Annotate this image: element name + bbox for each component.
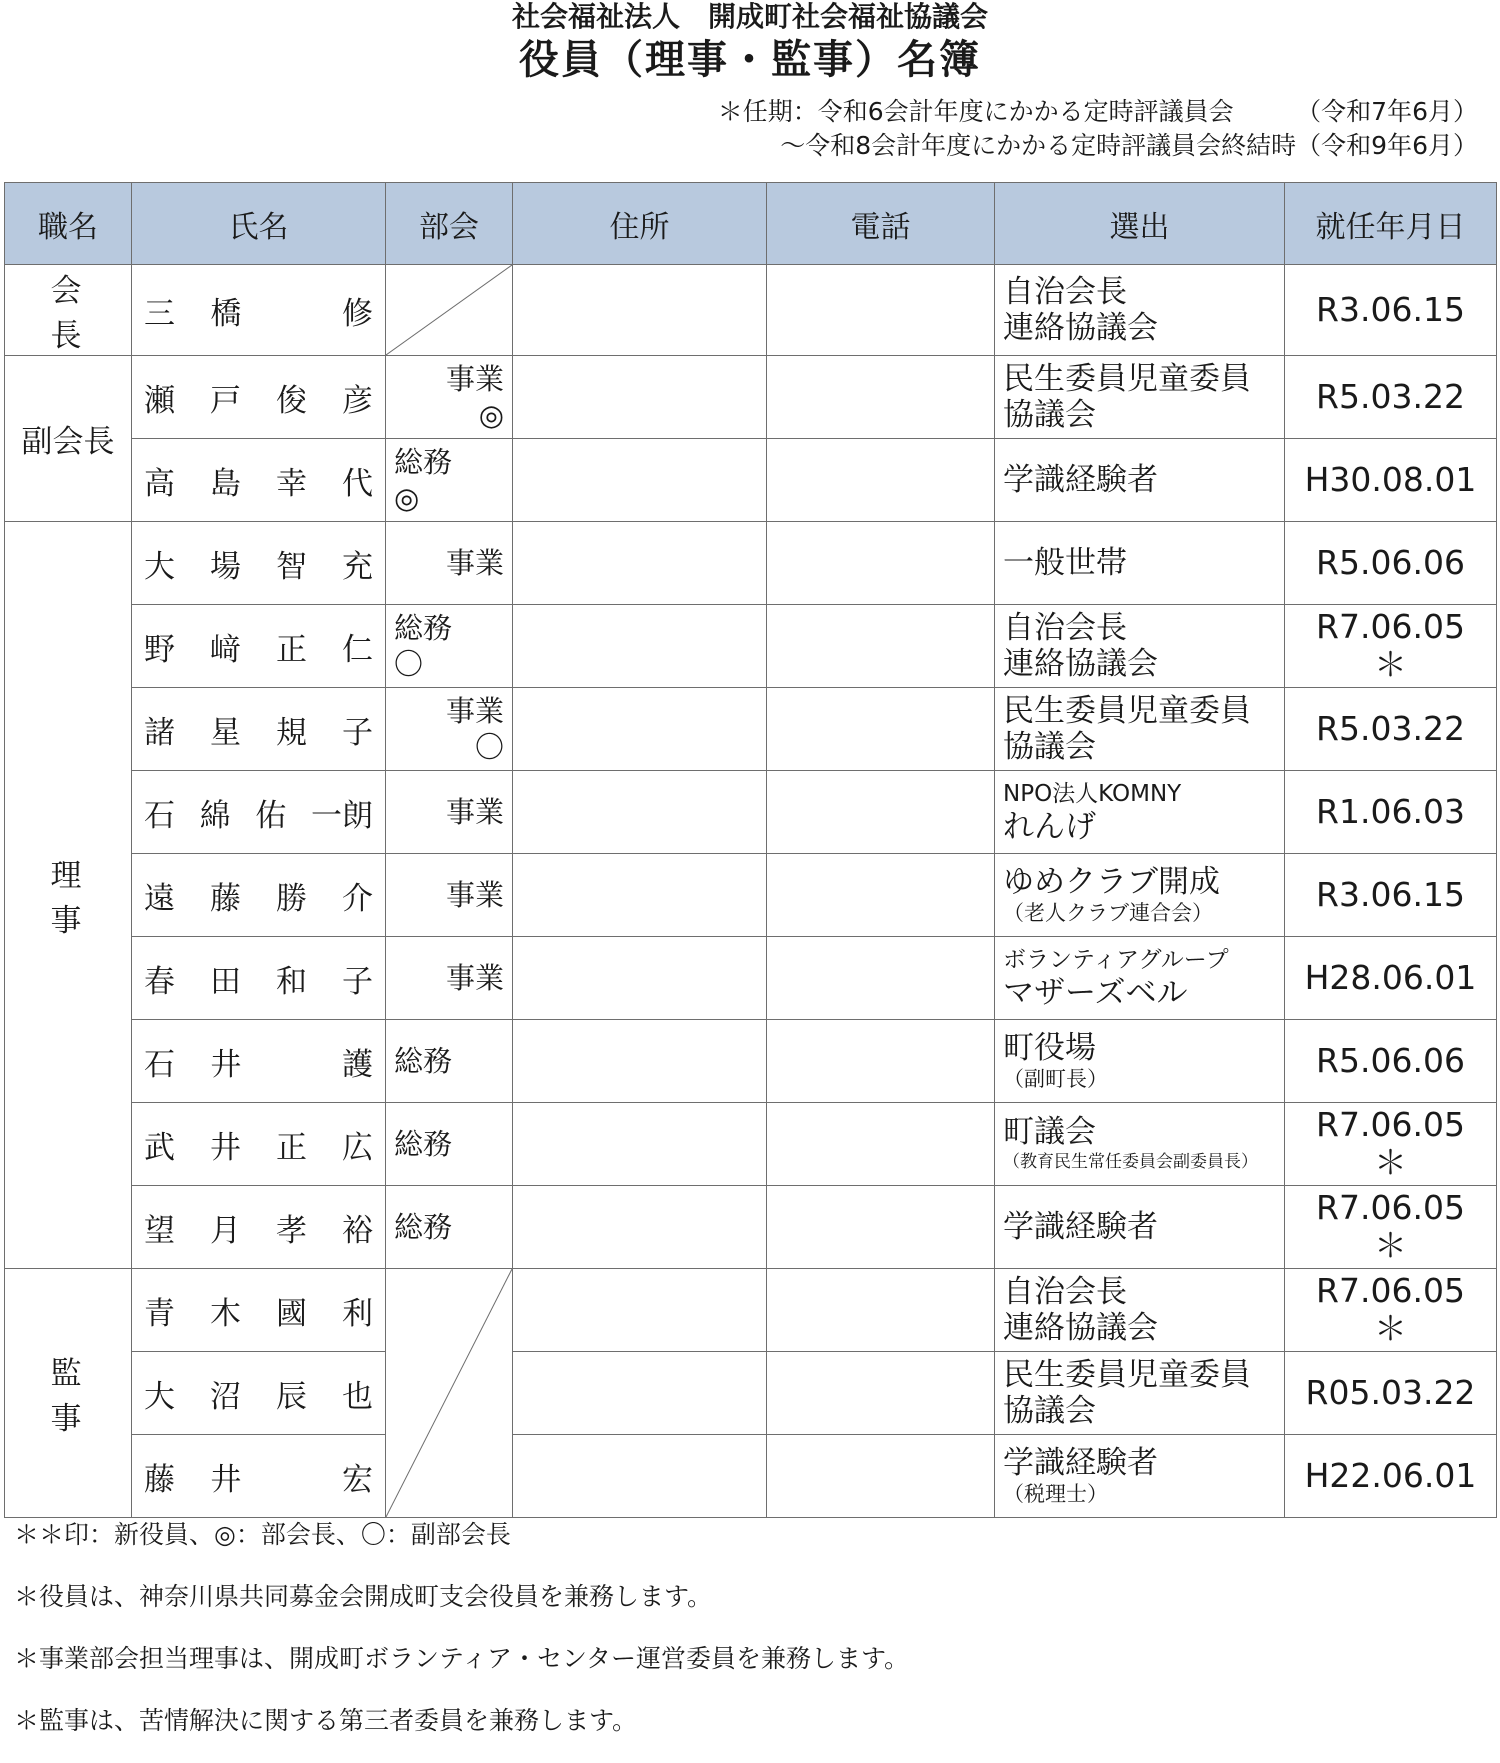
name-char: 井 [210, 1129, 241, 1166]
name-char: 藤 [144, 1461, 175, 1498]
address-cell [513, 265, 767, 356]
name-char: 佑 [255, 797, 287, 834]
table-row [5, 356, 1497, 439]
table-row [5, 1269, 1497, 1352]
table-row [5, 1435, 1497, 1518]
phone-cell [767, 854, 995, 937]
date-cell: R5.06.06 [1285, 522, 1497, 605]
name-chars [144, 1039, 373, 1084]
name-cell [132, 1269, 386, 1352]
selection-cell: 民生委員児童委員 協議会 [995, 688, 1285, 771]
date-cell: R7.06.05 ＊ [1285, 1186, 1497, 1269]
header-position: 職名 [5, 183, 132, 265]
name-cell [132, 1435, 386, 1518]
name-char: 藤 [210, 880, 241, 917]
phone-cell [767, 265, 995, 356]
phone-cell [767, 522, 995, 605]
name-cell [132, 1020, 386, 1103]
address-cell [513, 1269, 767, 1352]
table-header-row [5, 183, 1497, 265]
address-cell [513, 439, 767, 522]
name-char: 勝 [276, 880, 307, 917]
name-cell [132, 1103, 386, 1186]
name-char: 規 [276, 714, 307, 751]
name-char: 橋 [210, 295, 242, 332]
name-char: 彦 [342, 382, 373, 419]
table-row [5, 439, 1497, 522]
note-third-party: ＊監事は、苦情解決に関する第三者委員を兼務します。 [14, 1706, 638, 1735]
name-char: 大 [144, 548, 175, 585]
name-cell [132, 265, 386, 356]
name-char: 田 [210, 963, 241, 1000]
selection-cell: ゆめクラブ開成 （老人クラブ連合会） [995, 854, 1285, 937]
date-cell: R7.06.05 ＊ [1285, 1269, 1497, 1352]
name-char [277, 1039, 307, 1084]
name-chars [144, 458, 373, 503]
selection-cell: 自治会長 連絡協議会 [995, 1269, 1285, 1352]
name-char: 﨑 [210, 631, 241, 668]
name-char: 井 [210, 1046, 242, 1083]
term-line-2: ～令和8会計年度にかかる定時評議員会終結時（令和9年6月） [780, 131, 1478, 160]
date-cell: R7.06.05 ＊ [1285, 605, 1497, 688]
dept-cell: 総務 ◎ [386, 439, 513, 522]
name-char: 子 [342, 963, 373, 1000]
name-char: 野 [144, 631, 175, 668]
name-char: 利 [342, 1295, 373, 1332]
table-row [5, 854, 1497, 937]
dept-cell-empty [386, 265, 513, 356]
position-cell: 理 事 [5, 522, 132, 1269]
date-cell: H22.06.01 [1285, 1435, 1497, 1518]
table-row [5, 1186, 1497, 1269]
phone-cell [767, 688, 995, 771]
dept-cell: 総務 [386, 1020, 513, 1103]
dept-cell: 事業 [386, 854, 513, 937]
selection-cell: NPO法人KOMNY れんげ [995, 771, 1285, 854]
selection-cell: 町議会 （教育民生常任委員会副委員長） [995, 1103, 1285, 1186]
name-char: 高 [144, 465, 175, 502]
date-cell: R1.06.03 [1285, 771, 1497, 854]
name-chars [144, 1371, 373, 1416]
date-cell: H30.08.01 [1285, 439, 1497, 522]
dept-cell: 事業 ◎ [386, 356, 513, 439]
name-cell [132, 937, 386, 1020]
address-cell [513, 605, 767, 688]
name-char: 木 [210, 1295, 241, 1332]
name-chars [144, 1288, 373, 1333]
address-cell [513, 522, 767, 605]
phone-cell [767, 605, 995, 688]
selection-cell: 一般世帯 [995, 522, 1285, 605]
phone-cell [767, 1352, 995, 1435]
table-row [5, 1020, 1497, 1103]
selection-cell: 町役場 （副町長） [995, 1020, 1285, 1103]
name-chars [144, 624, 373, 669]
table-row [5, 265, 1497, 356]
name-char: 諸 [144, 714, 175, 751]
table-row [5, 771, 1497, 854]
name-char: 星 [210, 714, 241, 751]
selection-cell: 民生委員児童委員 協議会 [995, 356, 1285, 439]
name-char: 俊 [276, 382, 307, 419]
note-community-chest: ＊役員は、神奈川県共同募金会開成町支会役員を兼務します。 [14, 1582, 713, 1611]
position-cell: 監 事 [5, 1269, 132, 1518]
address-cell [513, 1020, 767, 1103]
position-cell: 会 長 [5, 265, 132, 356]
dept-cell-empty [386, 1269, 513, 1518]
name-char: 也 [342, 1378, 373, 1415]
name-cell [132, 439, 386, 522]
table-row [5, 688, 1497, 771]
phone-cell [767, 1435, 995, 1518]
selection-cell: 自治会長 連絡協議会 [995, 265, 1285, 356]
name-char: 三 [144, 295, 175, 332]
name-char: 護 [341, 1046, 373, 1083]
name-char: 石 [144, 1046, 175, 1083]
phone-cell [767, 771, 995, 854]
name-char [277, 288, 307, 333]
name-char: 月 [210, 1212, 241, 1249]
phone-cell [767, 1269, 995, 1352]
name-char: 仁 [342, 631, 373, 668]
note-legend: ＊＊印：新役員、◎：部会長、〇：副部会長 [14, 1520, 511, 1549]
notes [14, 1515, 909, 1763]
table-row [5, 1352, 1497, 1435]
name-cell [132, 1186, 386, 1269]
diagonal-line [386, 265, 512, 355]
name-chars [144, 873, 373, 918]
selection-cell: 民生委員児童委員 協議会 [995, 1352, 1285, 1435]
header-phone: 電話 [767, 183, 995, 265]
dept-cell: 総務 [386, 1103, 513, 1186]
header-date: 就任年月日 [1285, 183, 1497, 265]
name-cell [132, 688, 386, 771]
date-cell: R5.03.22 [1285, 356, 1497, 439]
dept-cell: 事業 [386, 937, 513, 1020]
name-chars [144, 1205, 373, 1250]
phone-cell [767, 439, 995, 522]
org-name: 社会福祉法人 開成町社会福祉協議会 [511, 0, 988, 33]
table-row [5, 937, 1497, 1020]
date-cell: R3.06.15 [1285, 854, 1497, 937]
name-char: 遠 [144, 880, 175, 917]
phone-cell [767, 1020, 995, 1103]
name-char: 青 [144, 1295, 175, 1332]
name-char: 瀬 [144, 382, 175, 419]
name-cell [132, 522, 386, 605]
name-chars [144, 707, 373, 752]
name-char: 辰 [276, 1378, 307, 1415]
officer-table [4, 182, 1497, 1518]
date-cell: R7.06.05 ＊ [1285, 1103, 1497, 1186]
name-char: 子 [342, 714, 373, 751]
phone-cell [767, 356, 995, 439]
address-cell [513, 1352, 767, 1435]
name-char: 一朗 [310, 797, 373, 834]
selection-cell: 自治会長 連絡協議会 [995, 605, 1285, 688]
date-cell: R3.06.15 [1285, 265, 1497, 356]
term-line-1: ＊任期：令和6会計年度にかかる定時評議員会 （令和7年6月） [717, 97, 1478, 126]
phone-cell [767, 937, 995, 1020]
name-char: 宏 [341, 1461, 373, 1498]
address-cell [513, 1103, 767, 1186]
note-volunteer-center: ＊事業部会担当理事は、開成町ボランティア・センター運営委員を兼務します。 [14, 1644, 910, 1673]
date-cell: R5.06.06 [1285, 1020, 1497, 1103]
table-row [5, 1103, 1497, 1186]
name-char [277, 1454, 307, 1499]
header-selection: 選出 [995, 183, 1285, 265]
name-chars [144, 541, 373, 586]
address-cell [513, 854, 767, 937]
address-cell [513, 688, 767, 771]
selection-cell: 学識経験者 [995, 1186, 1285, 1269]
page-title: 役員（理事・監事）名簿 [519, 37, 981, 83]
dept-cell: 総務 [386, 1186, 513, 1269]
date-cell: R05.03.22 [1285, 1352, 1497, 1435]
address-cell [513, 1435, 767, 1518]
name-char: 望 [144, 1212, 175, 1249]
name-char: 武 [144, 1129, 175, 1166]
name-char: 國 [276, 1295, 307, 1332]
header-address: 住所 [513, 183, 767, 265]
phone-cell [767, 1103, 995, 1186]
name-char: 正 [276, 1129, 307, 1166]
name-chars [144, 288, 373, 333]
name-cell [132, 771, 386, 854]
name-char: 修 [341, 295, 373, 332]
date-cell: R5.03.22 [1285, 688, 1497, 771]
date-cell: H28.06.01 [1285, 937, 1497, 1020]
address-cell [513, 937, 767, 1020]
selection-cell: ボランティアグループ マザーズベル [995, 937, 1285, 1020]
name-char: 戸 [210, 382, 241, 419]
name-char: 智 [276, 548, 307, 585]
header-name: 氏名 [132, 183, 386, 265]
name-char: 島 [210, 465, 241, 502]
name-char: 幸 [276, 465, 307, 502]
table-row [5, 522, 1497, 605]
dept-cell: 事業 [386, 771, 513, 854]
name-char: 孝 [276, 1212, 307, 1249]
name-char: 広 [342, 1129, 373, 1166]
dept-cell: 総務 〇 [386, 605, 513, 688]
position-cell: 副会長 [5, 356, 132, 522]
name-chars [144, 790, 373, 835]
name-char: 大 [144, 1378, 175, 1415]
name-cell [132, 854, 386, 937]
phone-cell [767, 1186, 995, 1269]
name-char: 場 [210, 548, 241, 585]
name-cell [132, 605, 386, 688]
name-char: 石 [144, 797, 175, 834]
dept-cell: 事業 [386, 522, 513, 605]
name-char: 沼 [210, 1378, 241, 1415]
address-cell [513, 771, 767, 854]
dept-cell: 事業 〇 [386, 688, 513, 771]
table-row [5, 605, 1497, 688]
address-cell [513, 1186, 767, 1269]
name-cell [132, 356, 386, 439]
name-char: 正 [276, 631, 307, 668]
name-char: 和 [276, 963, 307, 1000]
name-char: 代 [342, 465, 373, 502]
name-chars [144, 956, 373, 1001]
header-dept: 部会 [386, 183, 513, 265]
name-char: 充 [342, 548, 373, 585]
name-char: 介 [342, 880, 373, 917]
address-cell [513, 356, 767, 439]
name-chars [144, 1454, 373, 1499]
name-char: 井 [210, 1461, 242, 1498]
name-char: 綿 [199, 797, 231, 834]
selection-cell: 学識経験者 （税理士） [995, 1435, 1285, 1518]
name-char: 春 [144, 963, 175, 1000]
name-chars [144, 1122, 373, 1167]
diagonal-line [386, 1269, 512, 1517]
selection-cell: 学識経験者 [995, 439, 1285, 522]
name-char: 裕 [342, 1212, 373, 1249]
name-cell [132, 1352, 386, 1435]
name-chars [144, 375, 373, 420]
